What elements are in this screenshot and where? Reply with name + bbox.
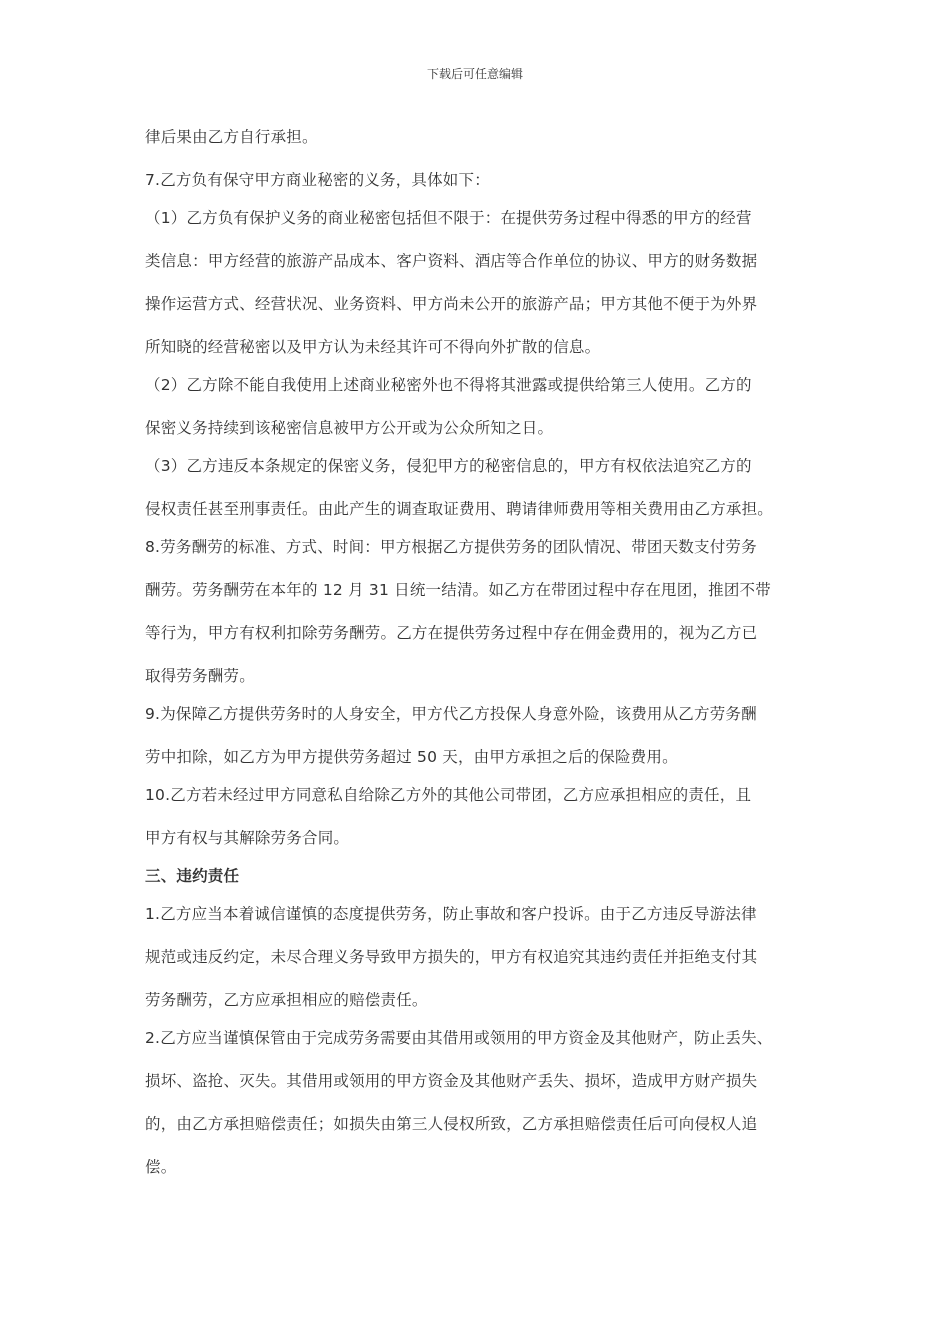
text-line: （2）乙方除不能自我使用上述商业秘密外也不得将其泄露或提供给第三人使用。乙方的	[145, 376, 752, 394]
text-line: 操作运营方式、经营状况、业务资料、甲方尚未公开的旅游产品；甲方其他不便于为外界	[145, 295, 758, 313]
document-body	[145, 122, 820, 1195]
text-line: 取得劳务酬劳。	[145, 667, 255, 685]
text-line: 甲方有权与其解除劳务合同。	[145, 829, 350, 847]
clause-7: 7.乙方负有保守甲方商业秘密的义务，具体如下：	[145, 171, 490, 189]
text-line: 损坏、盗抢、灭失。其借用或领用的甲方资金及其他财产丢失、损坏，造成甲方财产损失	[145, 1072, 758, 1090]
clause-10: 10.乙方若未经过甲方同意私自给除乙方外的其他公司带团，乙方应承担相应的责任，且	[145, 786, 752, 804]
text-line: 的，由乙方承担赔偿责任；如损失由第三人侵权所致，乙方承担赔偿责任后可向侵权人追	[145, 1115, 758, 1133]
clause-8: 8.劳务酬劳的标准、方式、时间：甲方根据乙方提供劳务的团队情况、带团天数支付劳务	[145, 538, 757, 556]
section-heading: 三、违约责任	[145, 867, 240, 885]
text-line: 侵权责任甚至刑事责任。由此产生的调查取证费用、聘请律师费用等相关费用由乙方承担。	[145, 500, 774, 518]
text-line: （1）乙方负有保护义务的商业秘密包括但不限于：在提供劳务过程中得悉的甲方的经营	[145, 209, 752, 227]
text-line: 保密义务持续到该秘密信息被甲方公开或为公众所知之日。	[145, 419, 554, 437]
text-line: 等行为，甲方有权利扣除劳务酬劳。乙方在提供劳务过程中存在佣金费用的，视为乙方已	[145, 624, 758, 642]
liability-clause-1: 1.乙方应当本着诚信谨慎的态度提供劳务，防止事故和客户投诉。由于乙方违反导游法律	[145, 905, 757, 923]
text-line: 所知晓的经营秘密以及甲方认为未经其许可不得向外扩散的信息。	[145, 338, 601, 356]
clause-9: 9.为保障乙方提供劳务时的人身安全，甲方代乙方投保人身意外险，该费用从乙方劳务酬	[145, 705, 757, 723]
text-line: 类信息：甲方经营的旅游产品成本、客户资料、酒店等合作单位的协议、甲方的财务数据	[145, 252, 758, 270]
text-line: 劳中扣除，如乙方为甲方提供劳务超过 50 天，由甲方承担之后的保险费用。	[145, 748, 678, 766]
page-header: 下载后可任意编辑	[426, 67, 523, 81]
text-line: 规范或违反约定，未尽合理义务导致甲方损失的，甲方有权追究其违约责任并拒绝支付其	[145, 948, 758, 966]
text-line: 劳务酬劳，乙方应承担相应的赔偿责任。	[145, 991, 428, 1009]
text-line: 偿。	[145, 1158, 177, 1176]
text-line: 酬劳。劳务酬劳在本年的 12 月 31 日统一结清。如乙方在带团过程中存在甩团，推团不带	[145, 581, 771, 599]
text-line: （3）乙方违反本条规定的保密义务，侵犯甲方的秘密信息的，甲方有权依法追究乙方的	[145, 457, 752, 475]
liability-clause-2: 2.乙方应当谨慎保管由于完成劳务需要由其借用或领用的甲方资金及其他财产，防止丢失、	[145, 1029, 773, 1047]
text-line: 律后果由乙方自行承担。	[145, 128, 318, 146]
